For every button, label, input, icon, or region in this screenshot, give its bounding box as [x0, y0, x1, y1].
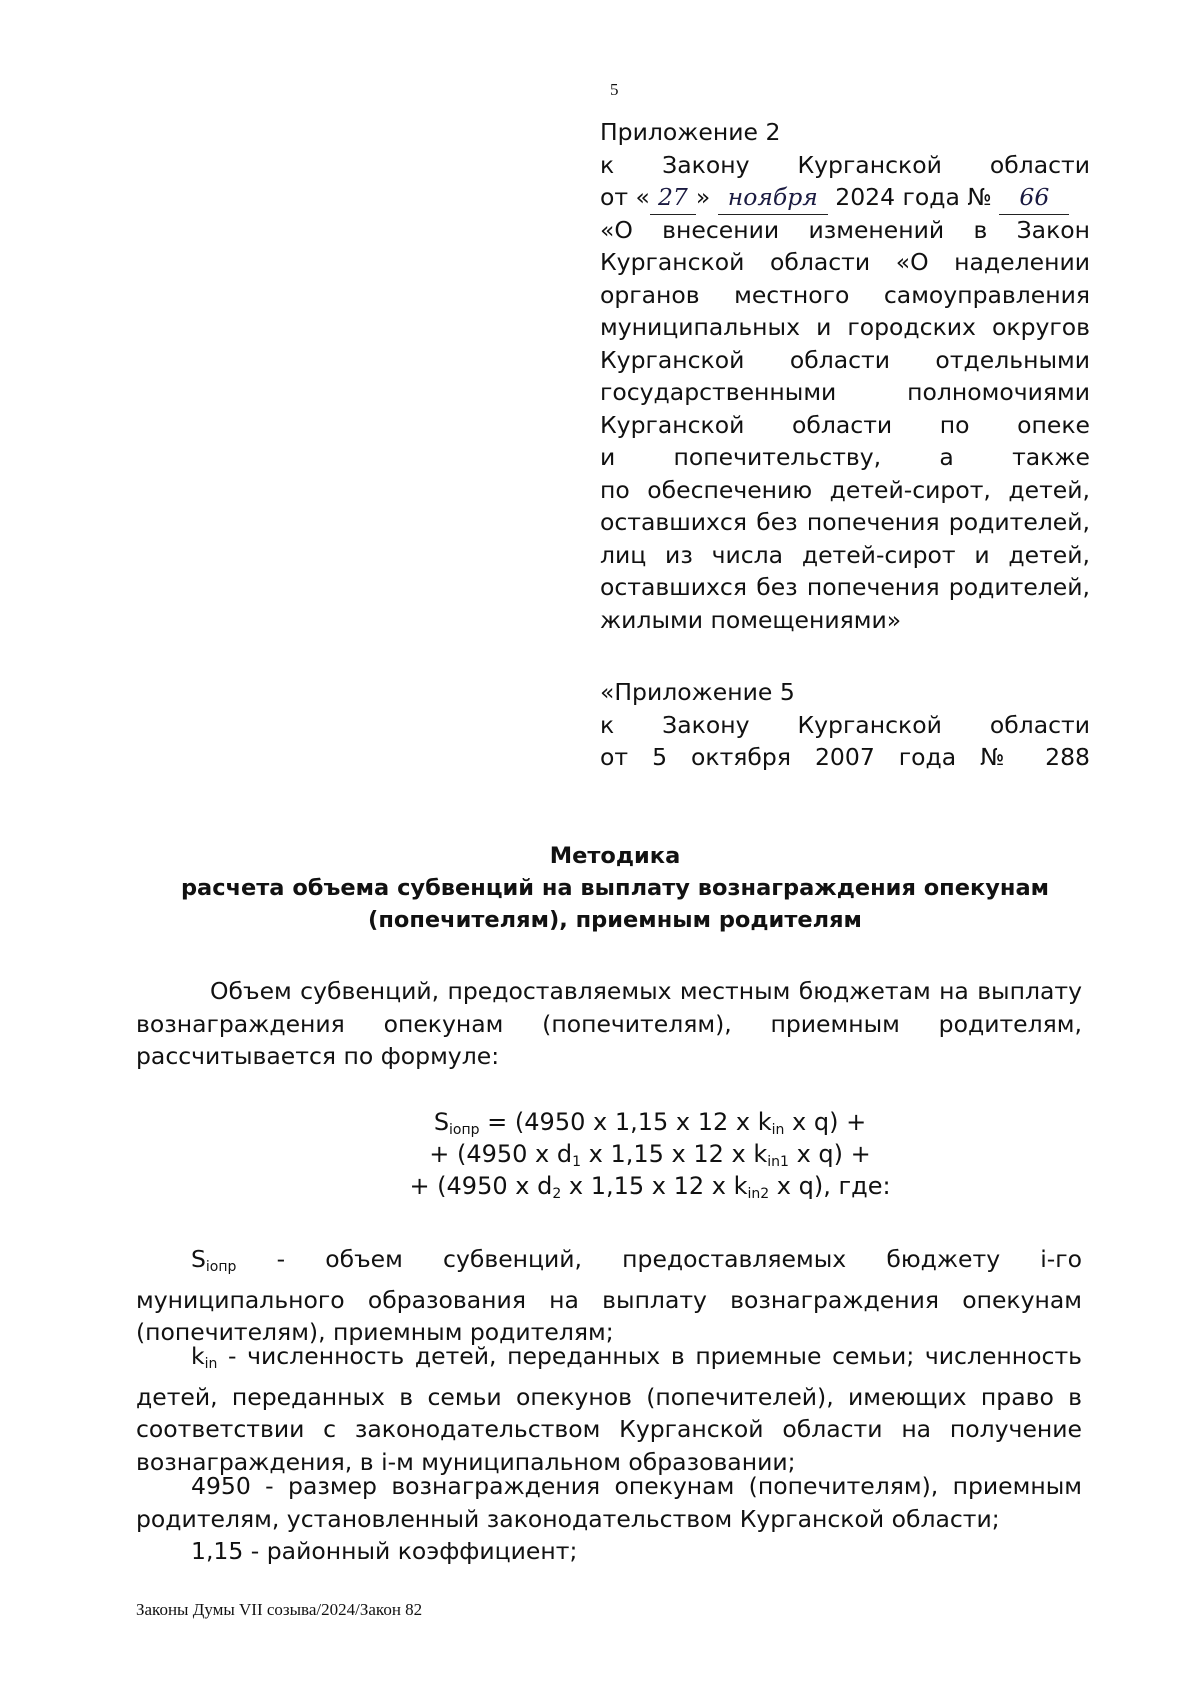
- appendix-5-block: [600, 676, 1090, 774]
- formula-line-1: $S_{iопр} = (4950$ x 1,15 x 12 x $k_{in}$ x q) +: [433, 1108, 867, 1138]
- appendix-5-title: «Приложение 5: [600, 678, 795, 706]
- appendix-2-text-line: лиц из числа детей-сирот и детей,: [600, 540, 1090, 569]
- methodology-title: Методика: [549, 843, 681, 869]
- handwritten-day: 27: [650, 181, 696, 215]
- appendix-2-text-line: и попечительству, а также: [600, 443, 1090, 471]
- methodology-subtitle-line-1: расчета объема субвенций на выплату вознаграждения опекунам: [180, 875, 1050, 901]
- handwritten-month: ноября: [718, 181, 828, 215]
- appendix-2-date-line: от « 27 » ноября 2024 года № 66: [600, 181, 1090, 214]
- intro-paragraph: Объем субвенций, предоставляемых местным бюджетам на выплату вознаграждения опекунам (попечителям), приемным родителям, рассчитывается по формуле:: [136, 977, 1082, 1070]
- appendix-2-text-line: муниципальных и городских округов: [600, 313, 1090, 341]
- formula-line-2: + (4950 x $d_1$ x 1,15 x 12 x $k_{in1}$ x q) +: [429, 1140, 871, 1170]
- appendix-2-text-line: «О внесении изменений в Закон: [600, 215, 1090, 244]
- definition-s-iopr: $S_{iопр}$ - объем субвенций, предоставляемых бюджету i-го муниципального образования на выплату вознаграждения опекунам (попечителям), приемным родителям;: [136, 1245, 1082, 1346]
- definition-1-15: 1,15 - районный коэффициент;: [191, 1537, 578, 1565]
- definition-4950: 4950 - размер вознаграждения опекунам (попечителям), приемным родителям, установленный законодательством Курганской области;: [136, 1472, 1082, 1533]
- appendix-5-date-line: от 5 октября 2007 года № 288: [600, 743, 1090, 771]
- appendix-5-law-line: к Закону Курганской области: [600, 710, 1090, 739]
- appendix-2-text-line: Курганской области по опеке: [600, 410, 1090, 439]
- appendix-2-last-line: жилыми помещениями»: [600, 605, 902, 634]
- appendix-2-law-line: к Закону Курганской области: [600, 150, 1090, 179]
- formula-line-3: + (4950 x $d_2$ x 1,15 x 12 x $k_{in2}$ x q), где:: [409, 1172, 891, 1202]
- appendix-2-text-line: Курганской области отдельными: [600, 345, 1090, 374]
- handwritten-law-number: 66: [999, 181, 1069, 215]
- appendix-2-block: [600, 116, 1090, 636]
- footer-note: Законы Думы VII созыва/2024/Закон 82: [136, 1600, 423, 1619]
- appendix-2-text-line: Курганской области «О наделении: [600, 248, 1090, 276]
- appendix-2-title: Приложение 2: [600, 118, 781, 146]
- appendix-2-text-line: государственными полномочиями: [600, 378, 1090, 406]
- methodology-subtitle-line-2: (попечителям), приемным родителям: [368, 907, 862, 933]
- appendix-2-text-line: оставшихся без попечения родителей,: [600, 573, 1090, 601]
- definition-k-in: $k_{in}$ - численность детей, переданных в приемные семьи; численность детей, переданных в семьи опекунов (попечителей), имеющих право в соответствии с законодательством Курганской области на получение вознаграждения, в i-м муниципальном образовании;: [136, 1342, 1082, 1476]
- appendix-2-text-line: по обеспечению детей-сирот, детей,: [600, 475, 1090, 504]
- page-number: 5: [610, 80, 619, 99]
- appendix-2-text-line: оставшихся без попечения родителей,: [600, 508, 1090, 536]
- appendix-2-text-line: органов местного самоуправления: [600, 280, 1090, 309]
